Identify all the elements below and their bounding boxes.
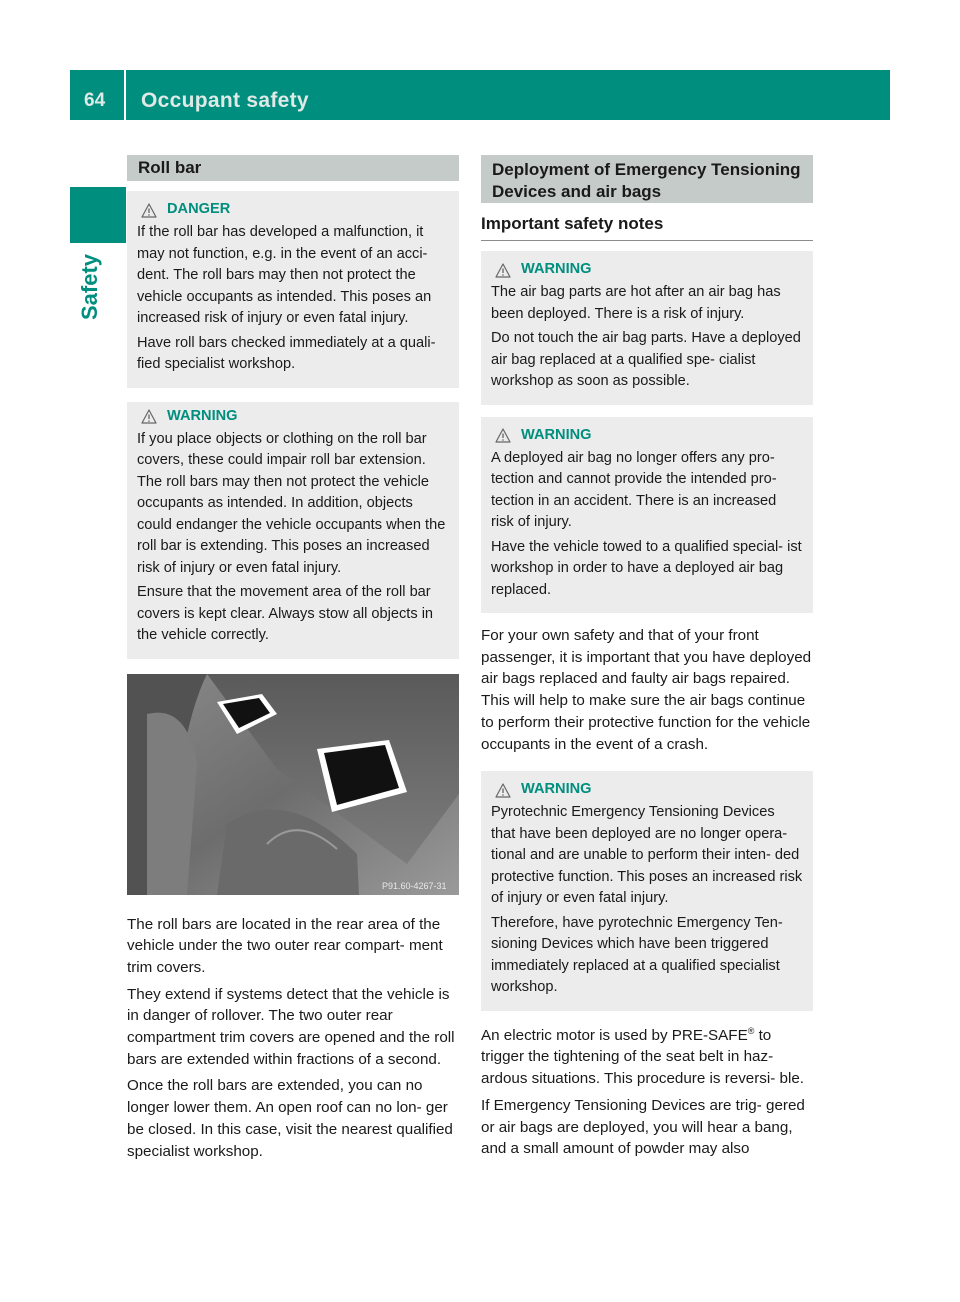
body-paragraph: If Emergency Tensioning Devices are trig- gered or air bags are deployed, you will hear a bang, and a small amount of powder may also xyxy=(481,1096,805,1158)
warning-triangle-icon xyxy=(141,203,157,218)
body-paragraph: Once the roll bars are extended, you can no longer lower them. An open roof can no lon- ger be closed. In this case, visit the nearest qualified specialist workshop. xyxy=(127,1077,453,1160)
warning-paragraph: Therefore, have pyrotechnic Emergency Ten- sioning Devices which have been triggered immediately replaced at a qualified specialist workshop. xyxy=(491,914,783,996)
section-title-roll-bar: Roll bar xyxy=(127,155,459,181)
danger-paragraph: If the roll bar has developed a malfunction, it may not function, e.g. in the event of an acci- dent. The roll bars may then not protect the vehicle occupants as intended. This poses an increased risk of injury or even fatal injury. xyxy=(137,224,432,326)
warning-paragraph: Pyrotechnic Emergency Tensioning Devices that have been deployed are no longer opera- tional and are unable to perform their inten- ded protective function. This poses an increased risk of injury or even fatal injury. xyxy=(491,804,803,907)
body-paragraph: For your own safety and that of your front passenger, it is important that you have deployed air bags replaced and faulty air bags repaired. This will help to make sure the air bags continue to perform their protective function for the vehicle occupants in the event of a crash. xyxy=(481,627,812,753)
left-column xyxy=(127,155,459,1162)
warning-paragraph: Ensure that the movement area of the roll bar covers is kept clear. Always stow all objects in the vehicle correctly. xyxy=(137,584,434,643)
body-paragraph-pre-safe xyxy=(481,1025,813,1090)
body-paragraph: The roll bars are located in the rear area of the vehicle under the two outer rear compart- ment trim covers. xyxy=(127,915,443,976)
chapter-title: Occupant safety xyxy=(141,89,309,112)
danger-box xyxy=(127,191,459,388)
danger-label: DANGER xyxy=(167,201,231,218)
subsection-title: Important safety notes xyxy=(481,214,813,241)
warning-paragraph: A deployed air bag no longer offers any pro- tection and cannot provide the intended pro- tection in an accident. There is an increased risk of injury. xyxy=(491,449,777,530)
warning-box xyxy=(481,417,813,614)
warning-heading xyxy=(141,407,449,427)
warning-label: WARNING xyxy=(167,407,238,424)
warning-box xyxy=(127,402,459,659)
side-tab-label: Safety xyxy=(77,253,102,320)
danger-paragraph: Have roll bars checked immediately at a quali- fied specialist workshop. xyxy=(137,334,436,372)
side-tab-block xyxy=(70,187,126,243)
warning-triangle-icon xyxy=(495,263,511,278)
warning-box xyxy=(481,771,813,1011)
warning-triangle-icon xyxy=(141,409,157,424)
right-column xyxy=(481,155,813,1160)
pre-safe-text-cont: to trigger the tightening of the seat belt in haz- ardous situations. This procedure is reversi- ble. xyxy=(481,1026,805,1088)
page-number: 64 xyxy=(84,90,106,111)
warning-heading xyxy=(495,426,803,446)
warning-paragraph: Do not touch the air bag parts. Have a deployed air bag replaced at a qualified spe- cialist workshop as soon as possible. xyxy=(491,330,801,389)
danger-heading xyxy=(141,200,449,220)
warning-label: WARNING xyxy=(521,781,592,798)
roll-bar-illustration xyxy=(127,674,459,895)
body-paragraph: They extend if systems detect that the vehicle is in danger of rollover. The two outer rear compartment trim covers are opened and the roll bars are extended within fractions of a second. xyxy=(127,985,455,1068)
registered-mark: ® xyxy=(747,1025,755,1036)
section-title-deployment: Deployment of Emergency Tensioning Devices and air bags xyxy=(481,155,813,203)
roll-bar-photo xyxy=(127,674,459,900)
right-body-text-2 xyxy=(481,1025,813,1160)
warning-paragraph: Have the vehicle towed to a qualified special- ist workshop in order to have a deployed air bag replaced. xyxy=(491,538,802,598)
warning-label: WARNING xyxy=(521,426,592,443)
warning-triangle-icon xyxy=(495,428,511,443)
right-body-text-1 xyxy=(481,625,813,755)
warning-heading xyxy=(495,260,803,280)
warning-paragraph: The air bag parts are hot after an air bag has been deployed. There is a risk of injury. xyxy=(491,284,781,322)
warning-triangle-icon xyxy=(495,783,511,798)
warning-heading xyxy=(495,780,803,800)
warning-paragraph: If you place objects or clothing on the roll bar covers, these could impair roll bar extension. The roll bars may then not protect the vehicle occupants as intended. In addition, objects could endanger the vehicle occupants when the roll bar is extending. This poses an increased risk of injury or even fatal injury. xyxy=(137,430,446,576)
pre-safe-text: An electric motor is used by PRE-SAFE xyxy=(481,1026,748,1044)
image-code: P91.60-4267-31 xyxy=(382,880,447,891)
warning-label: WARNING xyxy=(521,261,592,278)
left-body-text xyxy=(127,914,459,1163)
warning-box xyxy=(481,251,813,405)
